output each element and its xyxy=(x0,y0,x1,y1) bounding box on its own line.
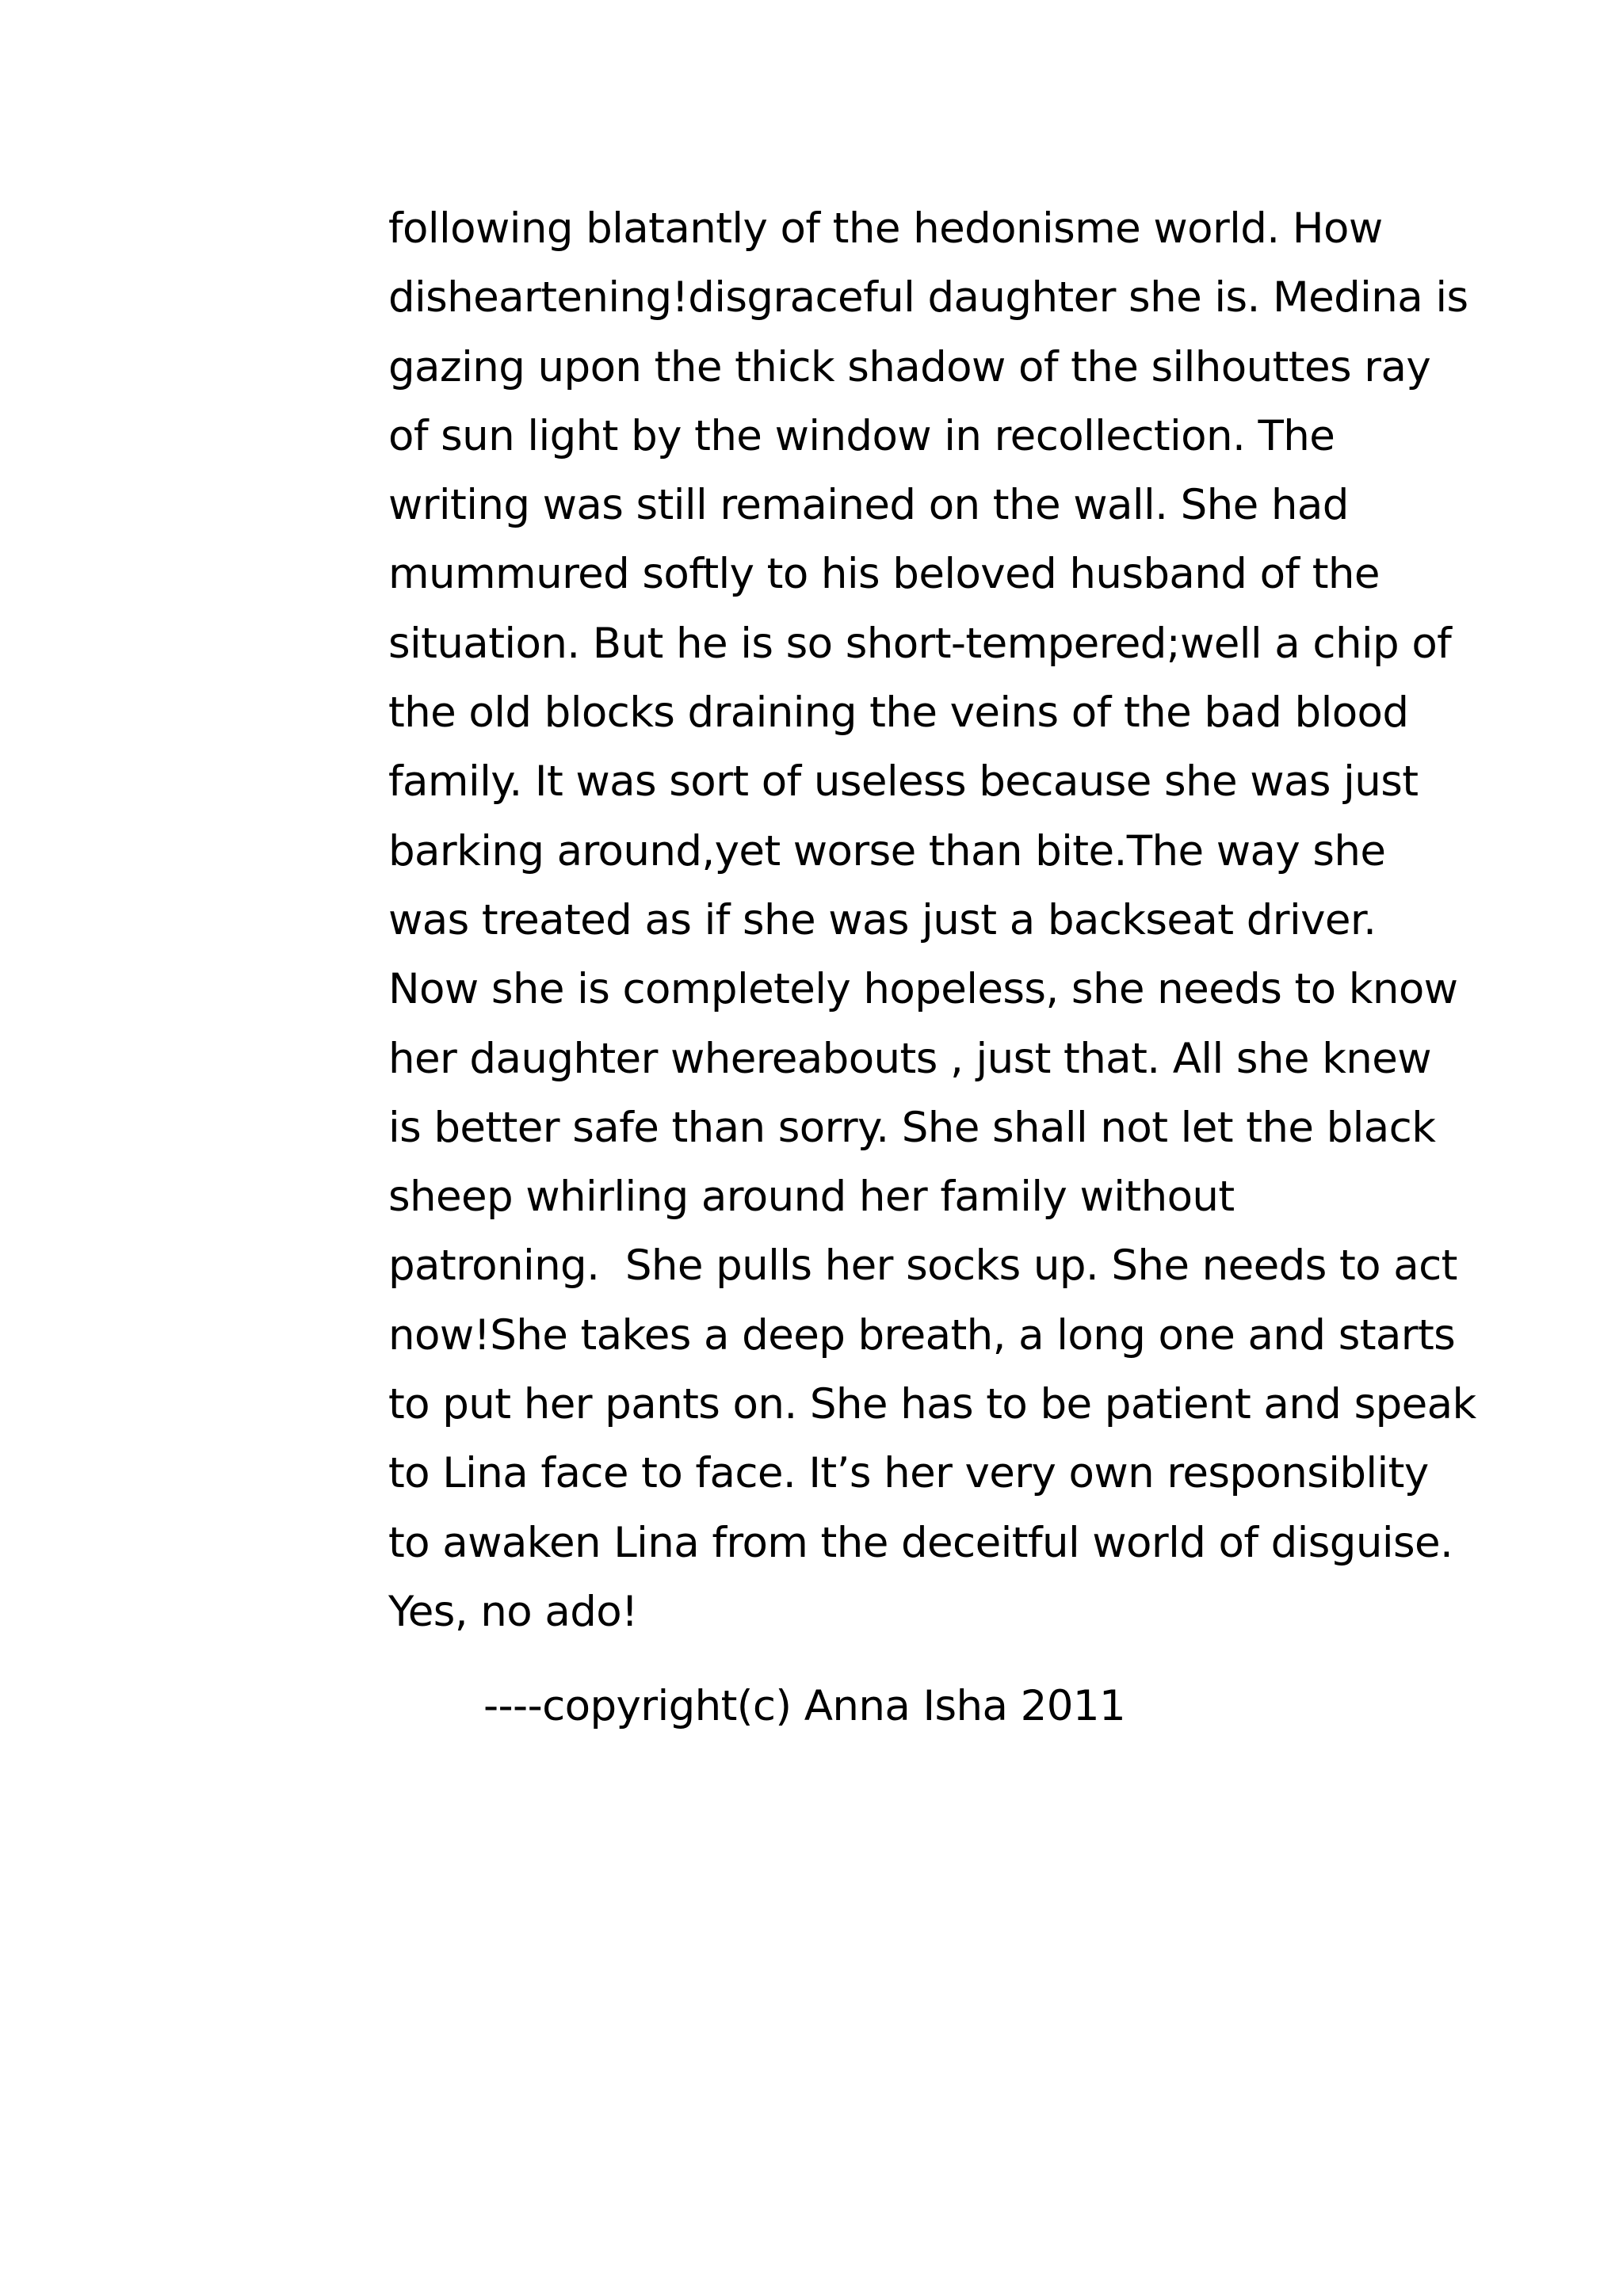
paragraph-line: disheartening!disgraceful daughter she is. Medina is xyxy=(388,273,1468,322)
paragraph-line: patroning. She pulls her socks up. She needs to act xyxy=(388,1241,1457,1291)
story-paragraph xyxy=(388,194,1498,1646)
paragraph-line: her daughter whereabouts , just that. All she knew xyxy=(388,1034,1431,1083)
paragraph-line: following blatantly of the hedonisme world. How xyxy=(388,204,1383,253)
paragraph-line: Yes, no ado! xyxy=(388,1587,638,1636)
paragraph-line: sheep whirling around her family without xyxy=(388,1173,1235,1222)
paragraph-line: was treated as if she was just a backseat driver. xyxy=(388,895,1377,944)
paragraph-line: the old blocks draining the veins of the bad blood xyxy=(388,688,1409,738)
paragraph-line: to awaken Lina from the deceitful world of disguise. xyxy=(388,1518,1453,1567)
paragraph-line: barking around,yet worse than bite.The way she xyxy=(388,826,1386,875)
paragraph-line: now!She takes a deep breath, a long one and starts xyxy=(388,1310,1456,1360)
paragraph-line: mummured softly to his beloved husband of the xyxy=(388,550,1380,599)
paragraph-line: writing was still remained on the wall. She had xyxy=(388,481,1349,530)
paragraph-line: is better safe than sorry. She shall not let the black xyxy=(388,1103,1436,1152)
copyright-notice: ----copyright(c) Anna Isha 2011 xyxy=(483,1682,1126,1730)
paragraph-line: to Lina face to face. It’s her very own responsiblity xyxy=(388,1449,1429,1498)
paragraph-line: Now she is completely hopeless, she needs to know xyxy=(388,965,1458,1014)
paragraph-line: family. It was sort of useless because she was just xyxy=(388,757,1419,807)
paragraph-line: situation. But he is so short-tempered;well a chip of xyxy=(388,619,1452,668)
paragraph-line: of sun light by the window in recollection. The xyxy=(388,411,1335,460)
paragraph-line: to put her pants on. She has to be patient and speak xyxy=(388,1380,1476,1429)
paragraph-line: gazing upon the thick shadow of the silhouttes ray xyxy=(388,342,1431,391)
